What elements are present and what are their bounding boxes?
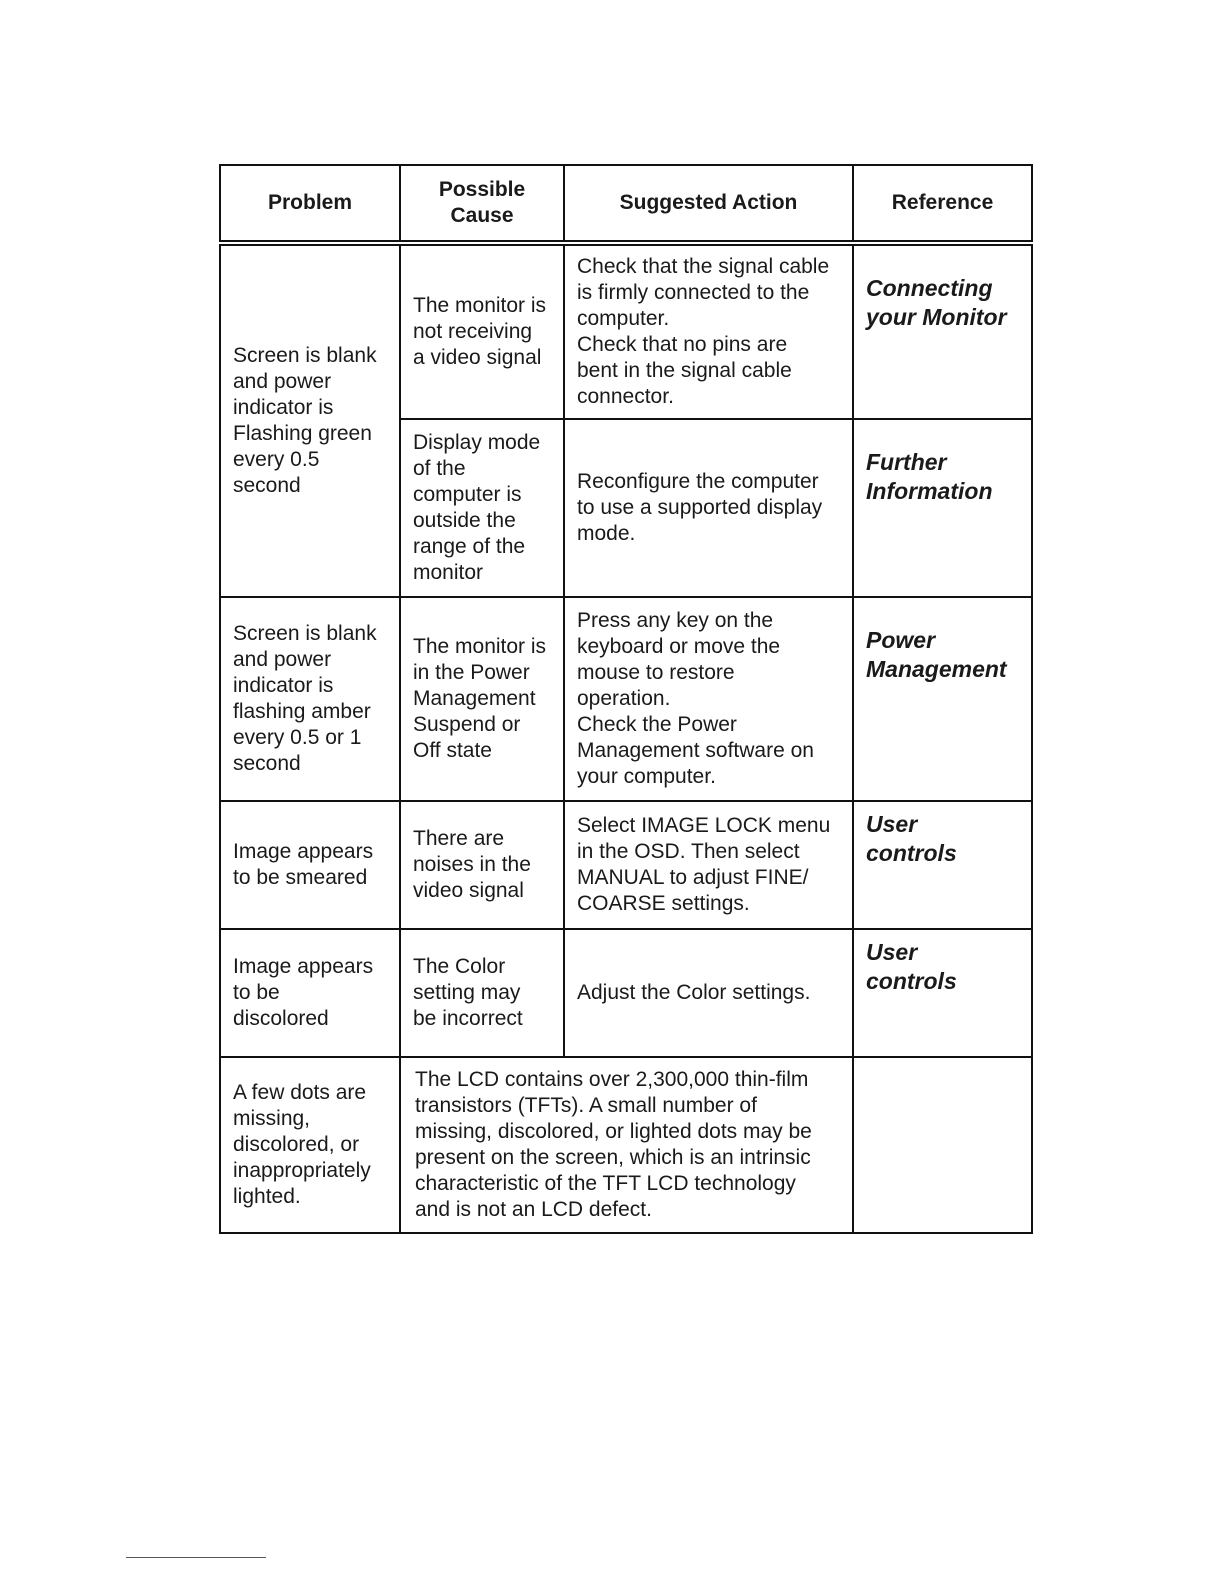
cause-action-cell: The LCD contains over 2,300,000 thin-film transistors (TFTs). A small number of missing, discolored, or lighted dots may be present on the screen, which is an intrinsic characteristic of the TFT LCD technology and is not an LCD defect. [400, 1057, 853, 1233]
cause-cell: There are noises in the video signal [400, 801, 564, 929]
bottom-rule [126, 1557, 266, 1558]
action-cell: Check that the signal cable is firmly connected to the computer. Check that no pins are bent in the signal cable connector. [564, 243, 853, 419]
header-row [220, 165, 1032, 243]
action-cell: Select IMAGE LOCK menu in the OSD. Then select MANUAL to adjust FINE/ COARSE settings. [564, 801, 853, 929]
reference-cell: Further Information [853, 419, 1032, 597]
action-cell: Adjust the Color settings. [564, 929, 853, 1057]
table-row [220, 801, 1032, 929]
cause-cell: Display mode of the computer is outside the range of the monitor [400, 419, 564, 597]
header-suggested-action: Suggested Action [564, 165, 853, 243]
problem-cell: A few dots are missing, discolored, or inappropriately lighted. [220, 1057, 400, 1233]
header-possible-cause: Possible Cause [400, 165, 564, 243]
action-cell: Reconfigure the computer to use a supported display mode. [564, 419, 853, 597]
reference-cell: User controls [853, 801, 1032, 929]
reference-cell [853, 1057, 1032, 1233]
problem-cell: Screen is blank and power indicator is Flashing green every 0.5 second [220, 243, 400, 597]
cause-cell: The monitor is in the Power Management Suspend or Off state [400, 597, 564, 801]
problem-cell: Screen is blank and power indicator is flashing amber every 0.5 or 1 second [220, 597, 400, 801]
problem-cell: Image appears to be discolored [220, 929, 400, 1057]
cause-cell: The Color setting may be incorrect [400, 929, 564, 1057]
table-row [220, 243, 1032, 419]
problem-cell: Image appears to be smeared [220, 801, 400, 929]
header-problem: Problem [220, 165, 400, 243]
reference-cell: Connecting your Monitor [853, 243, 1032, 419]
header-reference: Reference [853, 165, 1032, 243]
table-row [220, 929, 1032, 1057]
reference-cell: Power Management [853, 597, 1032, 801]
reference-cell: User controls [853, 929, 1032, 1057]
action-cell: Press any key on the keyboard or move the mouse to restore operation. Check the Power Management software on your computer. [564, 597, 853, 801]
table-row [220, 597, 1032, 801]
table-row [220, 1057, 1032, 1233]
cause-cell: The monitor is not receiving a video signal [400, 243, 564, 419]
troubleshooting-table [219, 164, 1033, 1234]
